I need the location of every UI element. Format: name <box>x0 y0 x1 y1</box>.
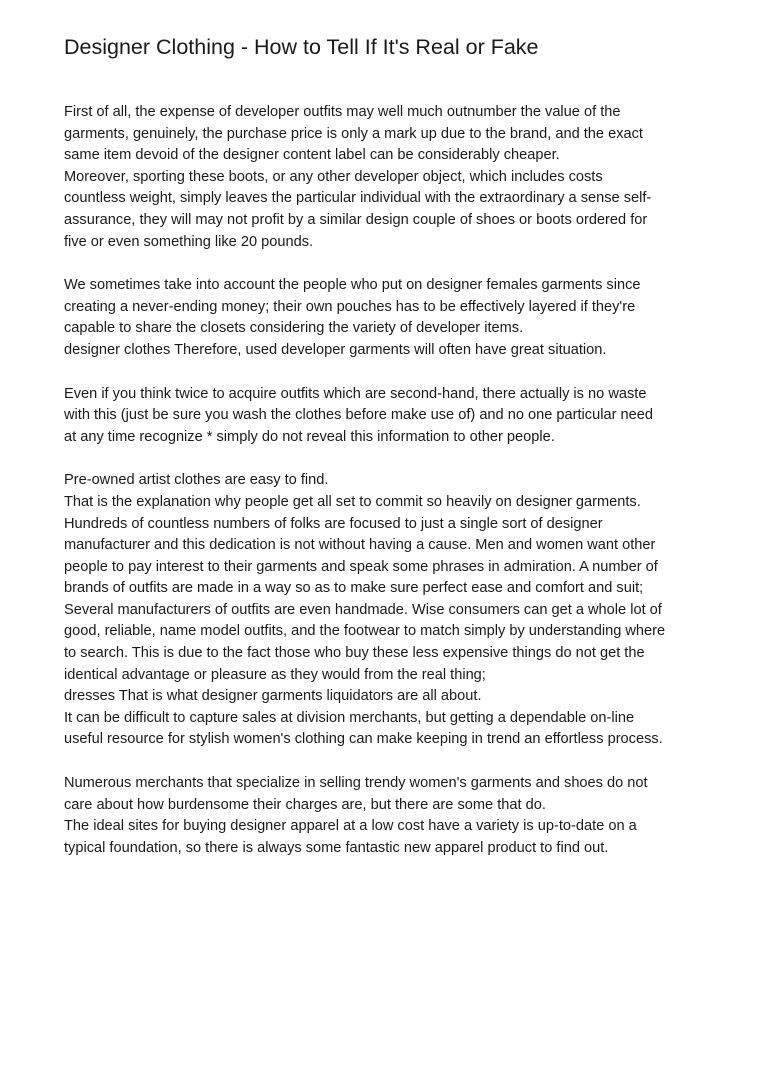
text-line: at any time recognize * simply do not reveal this information to other people. <box>64 428 555 445</box>
text-line: designer clothes Therefore, used developer garments will often have great situation. <box>64 341 607 358</box>
paragraph <box>64 384 744 449</box>
text-line: Numerous merchants that specialize in selling trendy women's garments and shoes do not <box>64 775 648 792</box>
text-line: creating a never-ending money; their own pouches has to be effectively layered if they're <box>64 298 636 315</box>
text-line: care about how burdensome their charges are, but there are some that do. <box>64 796 546 813</box>
text-line: identical advantage or pleasure as they would from the real thing; <box>64 666 486 683</box>
paragraph <box>64 470 744 751</box>
text-line: same item devoid of the designer content label can be considerably cheaper. <box>64 147 560 164</box>
body-text <box>64 102 744 881</box>
text-line: Several manufacturers of outfits are even handmade. Wise consumers can get a whole lot of <box>64 601 662 618</box>
text-line: typical foundation, so there is always some fantastic new apparel product to find out. <box>64 839 609 856</box>
text-line: assurance, they will may not profit by a similar design couple of shoes or boots ordered for <box>64 211 648 228</box>
text-line: five or even something like 20 pounds. <box>64 233 314 250</box>
paragraph <box>64 275 744 361</box>
text-line: garments, genuinely, the purchase price is only a mark up due to the brand, and the exact <box>64 125 643 142</box>
text-line: good, reliable, name model outfits, and the footwear to match simply by understanding where <box>64 623 666 640</box>
text-line: The ideal sites for buying designer apparel at a low cost have a variety is up-to-date on a <box>64 818 637 835</box>
text-line: capable to share the closets considering the variety of developer items. <box>64 320 524 337</box>
text-line: Pre-owned artist clothes are easy to find. <box>64 472 329 489</box>
paragraph <box>64 102 744 253</box>
text-line: brands of outfits are made in a way so as to make sure perfect ease and comfort and suit; <box>64 580 644 597</box>
text-line: We sometimes take into account the people who put on designer females garments since <box>64 277 641 294</box>
paragraph <box>64 773 744 859</box>
text-line: Hundreds of countless numbers of folks are focused to just a single sort of designer <box>64 515 603 532</box>
text-line: useful resource for stylish women's clothing can make keeping in trend an effortless process. <box>64 731 663 748</box>
text-line: It can be difficult to capture sales at division merchants, but getting a dependable on-line <box>64 709 635 726</box>
text-line: to search. This is due to the fact those who buy these less expensive things do not get the <box>64 645 645 662</box>
text-line: with this (just be sure you wash the clothes before make use of) and no one particular need <box>64 407 653 424</box>
text-line: Even if you think twice to acquire outfits which are second-hand, there actually is no waste <box>64 385 647 402</box>
text-line: people to pay interest to their garments and speak some phrases in admiration. A number of <box>64 558 658 575</box>
text-line: Moreover, sporting these boots, or any other developer object, which includes costs <box>64 168 603 185</box>
text-line: First of all, the expense of developer outfits may well much outnumber the value of the <box>64 104 621 120</box>
page-title: Designer Clothing - How to Tell If It's Real or Fake <box>64 35 539 59</box>
text-line: manufacturer and this dedication is not without having a cause. Men and women want other <box>64 537 656 554</box>
text-line: dresses That is what designer garments liquidators are all about. <box>64 688 482 705</box>
text-line: countless weight, simply leaves the particular individual with the extraordinary a sense self- <box>64 190 652 207</box>
text-line: That is the explanation why people get all set to commit so heavily on designer garments. <box>64 493 641 510</box>
